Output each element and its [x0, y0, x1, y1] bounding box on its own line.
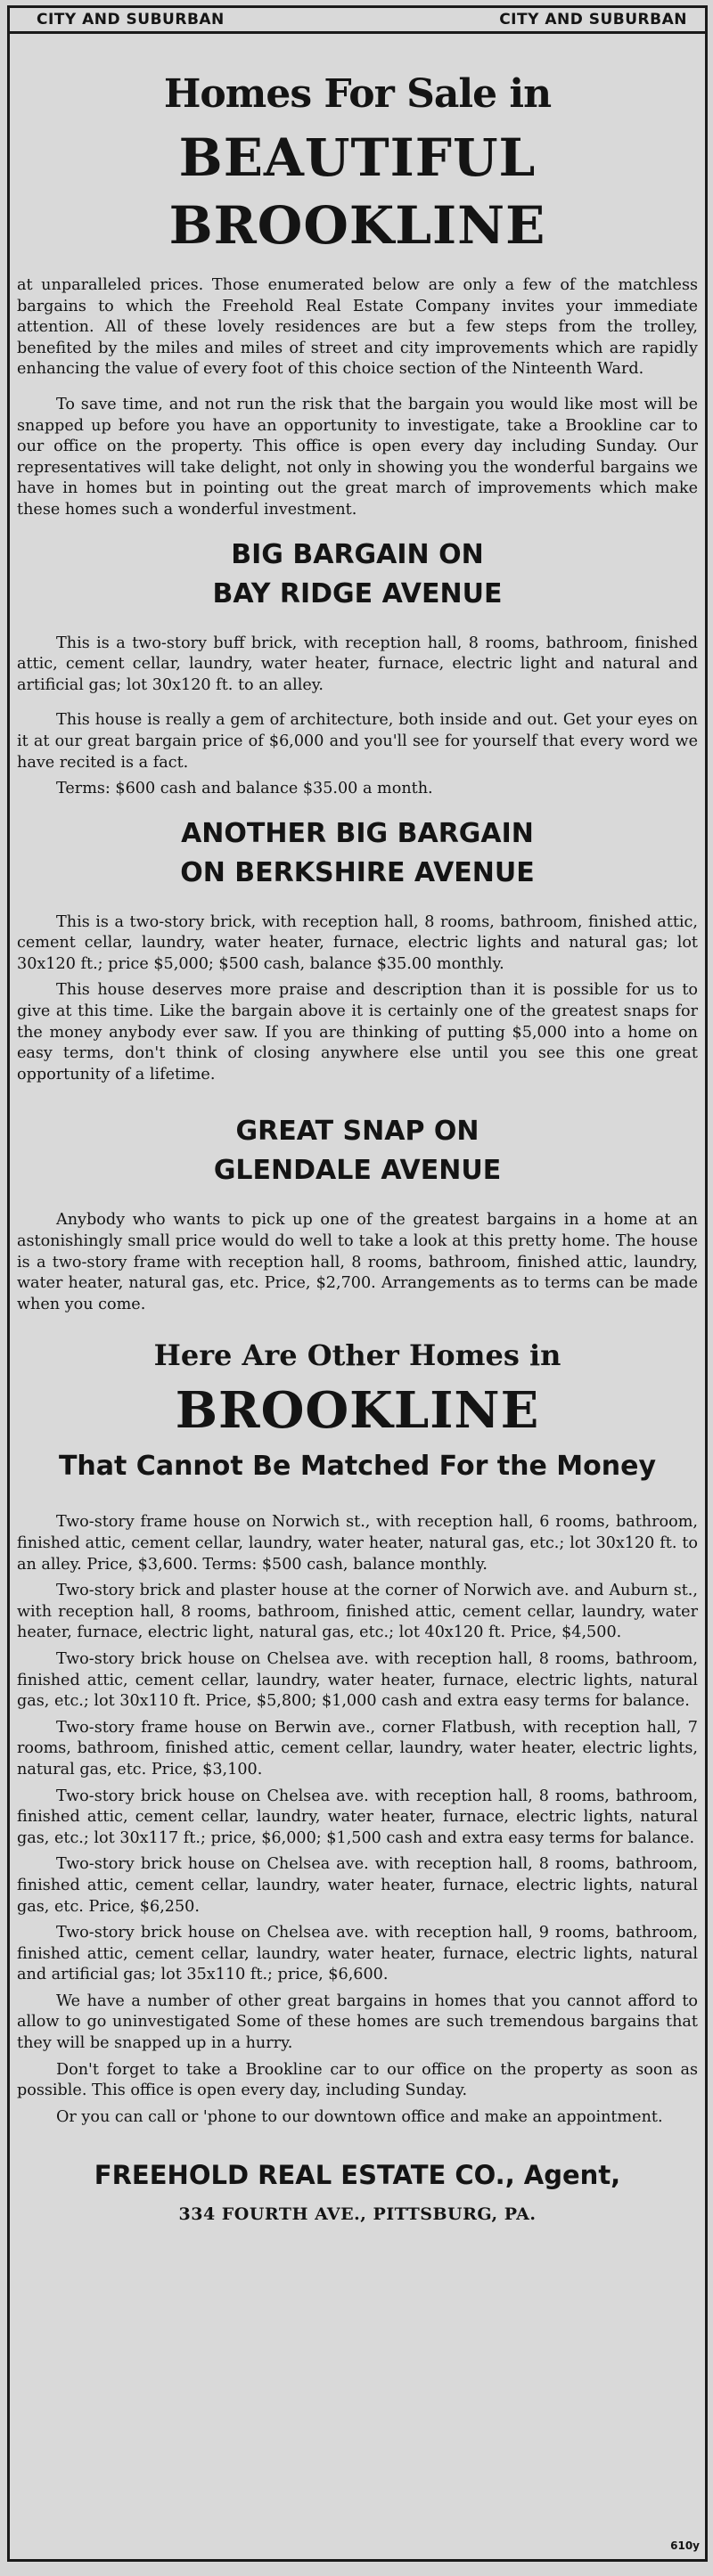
list-item: Two-story brick house on Chelsea ave. with reception hall, 8 rooms, bathroom, finished attic, cement cellar, laundry, water heater, furnace, electric lights, natural gas, etc.; lot 30x110 ft. Price, $5,800; $1,000 cash and extra easy terms for balance.	[17, 1649, 698, 1711]
listing-paragraph: Anybody who wants to pick up one of the greatest bargains in a home at an astonishingly small price would do well to take a look at this pretty home. The house is a two-story frame with reception hall, 8 rooms, bathroom, finished attic, laundry, water heater, natural gas, etc. Price, $2,700. Arrangements as to terms can be made when you come.	[17, 1211, 698, 1313]
ad-title-brookline: BROOKLINE	[168, 195, 546, 256]
ad-code: 610y	[670, 2539, 700, 2552]
section-heading-glendale	[17, 1112, 698, 1190]
section-heading-berkshire	[17, 814, 698, 893]
listing-paragraph: This is a two-story buff brick, with reception hall, 8 rooms, bathroom, finished attic, cement cellar, laundry, water heater, furnace, electric light and natural and artificial gas; lot 30x120 ft. to an alley.	[17, 634, 698, 694]
heading-line: BIG BARGAIN ON	[231, 538, 484, 570]
heading-line: BAY RIDGE AVENUE	[212, 577, 503, 609]
list-item: Two-story brick house on Chelsea ave. with reception hall, 9 rooms, bathroom, finished attic, cement cellar, laundry, water heater, furnace, electric lights, natural and artificial gas; lot 35x110 ft.; price, $6,600.	[17, 1924, 698, 1984]
list-item: Two-story frame house on Berwin ave., corner Flatbush, with reception hall, 7 rooms, bathroom, finished attic, cement cellar, laundry, water heater, electric lights, natural gas, etc. Price, $3,100.	[17, 1718, 698, 1779]
agent-address: 334 FOURTH AVE., PITTSBURG, PA.	[178, 2204, 537, 2225]
header-right: CITY AND SUBURBAN	[499, 11, 687, 29]
other-homes-heading: Here Are Other Homes in	[153, 1338, 561, 1373]
ad-title-beautiful: BEAUTIFUL	[178, 127, 537, 188]
agent-name: FREEHOLD REAL ESTATE CO., Agent,	[94, 2160, 621, 2191]
advertisement-page	[7, 5, 708, 2562]
intro-paragraph: at unparalleled prices. Those enumerated below are only a few of the matchless bargains to which the Freehold Real Estate Company invites your immediate attention. All of these lovely residences are but a few steps from the trolley, benefited by the miles and miles of street and city improvements which are rapidly enhancing the value of every foot of this choice section of the Ninteenth Ward.	[17, 276, 698, 379]
list-item: Two-story frame house on Norwich st., with reception hall, 6 rooms, bathroom, finished attic, cement cellar, laundry, water heater, natural gas, etc.; lot 30x120 ft. to an alley. Price, $3,600. Terms: $500 cash, balance monthly.	[17, 1513, 698, 1574]
heading-line: ANOTHER BIG BARGAIN	[181, 817, 534, 849]
listing-paragraph: This house is really a gem of architecture, both inside and out. Get your eyes on it at our great bargain price of $6,000 and you'll see for yourself that every word we have recited is a fact.	[17, 711, 698, 772]
other-homes-slogan: That Cannot Be Matched For the Money	[58, 1451, 657, 1483]
terms-line: Terms: $600 cash and balance $35.00 a month.	[56, 780, 433, 798]
list-item: Two-story brick house on Chelsea ave. with reception hall, 8 rooms, bathroom, finished attic, cement cellar, laundry, water heater, furnace, electric lights, natural gas, etc.; lot 30x117 ft.; price, $6,000; $1,500 cash and extra easy terms for balance.	[17, 1787, 698, 1847]
listing-paragraph: This is a two-story brick, with reception hall, 8 rooms, bathroom, finished attic, cement cellar, laundry, water heater, furnace, electric lights and natural gas; lot 30x120 ft.; price $5,000; $500 cash, balance $35.00 monthly.	[17, 912, 698, 973]
listings	[17, 1512, 698, 1985]
other-homes-brookline: BROOKLINE	[175, 1381, 540, 1441]
list-item: Two-story brick house on Chelsea ave. with reception hall, 8 rooms, bathroom, finished attic, cement cellar, laundry, water heater, furnace, electric lights, natural gas, etc. Price, $6,250.	[17, 1855, 698, 1916]
heading-line: ON BERKSHIRE AVENUE	[180, 856, 535, 888]
section-heading-bay-ridge	[17, 536, 698, 614]
section-header-bar	[10, 8, 705, 34]
list-item: Two-story brick and plaster house at the corner of Norwich ave. and Auburn st., with reception hall, 8 rooms, bathroom, finished attic, cement cellar, laundry, water heater, furnace, electric light, natural gas, etc.; lot 40x120 ft. Price, $4,500.	[17, 1582, 698, 1642]
intro-paragraph: To save time, and not run the risk that the bargain you would like most will be snapped up before you have an opportunity to investigate, take a Brookline car to our office on the property. This office is open every day including Sunday. Our representatives will take delight, not only in showing you the wonderful bargains we have in homes but in pointing out the great march of improvements which make these homes such a wonderful investment.	[17, 395, 698, 519]
closing-paragraph: We have a number of other great bargains in homes that you cannot afford to allow to go uninvestigated Some of these homes are such tremendous bargains that they will be snapped up in a hurry.	[17, 1991, 698, 2053]
header-left: CITY AND SUBURBAN	[37, 11, 225, 29]
heading-line: GREAT SNAP ON	[235, 1116, 479, 1148]
heading-line: GLENDALE AVENUE	[213, 1155, 502, 1187]
ad-title-block	[17, 124, 698, 259]
closing-paragraph: Or you can call or 'phone to our downtown office and make an appointment.	[56, 2107, 663, 2126]
listing-paragraph: This house deserves more praise and description than it is possible for us to give at this time. Like the bargain above it is certainly one of the greatest snaps for the money anybody ever saw. If you are thinking of putting $5,000 into a home on easy terms, don't think of closing anywhere else until you see this one great opportunity of a lifetime.	[17, 981, 698, 1084]
closing-paragraph: Don't forget to take a Brookline car to our office on the property as soon as possible. This office is open every day, including Sunday.	[17, 2060, 698, 2100]
ad-title-line: Homes For Sale in	[163, 71, 552, 117]
closing-text	[17, 1991, 698, 2129]
intro-text	[17, 275, 698, 521]
